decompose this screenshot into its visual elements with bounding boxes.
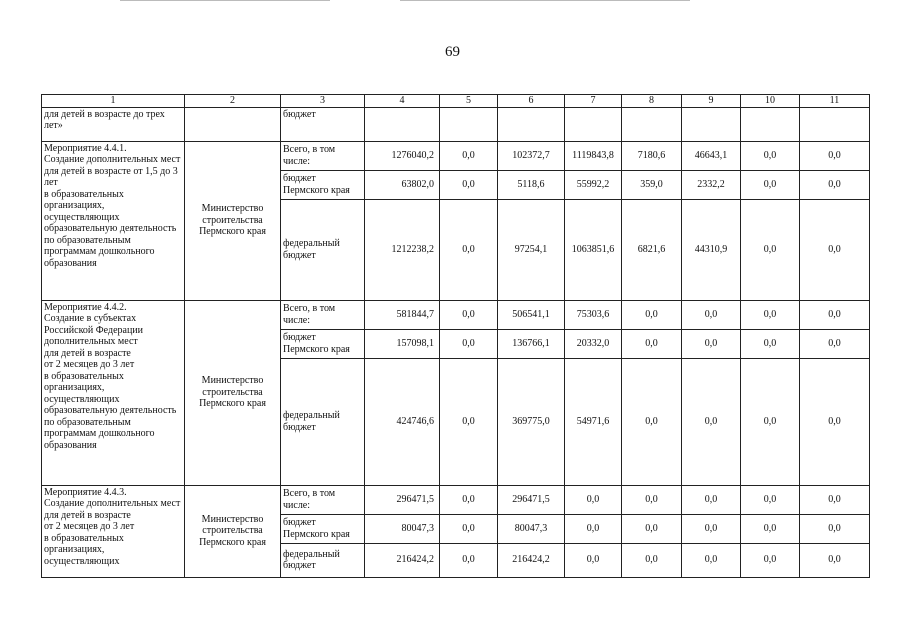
amount-cell: 157098,1	[365, 329, 440, 358]
continuation-source: бюджет	[281, 107, 365, 141]
empty-cell	[498, 107, 565, 141]
amount-cell: 0,0	[622, 485, 682, 514]
amount-cell: 424746,6	[365, 358, 440, 485]
amount-cell: 0,0	[682, 514, 741, 543]
amount-cell: 0,0	[440, 300, 498, 329]
amount-cell: 0,0	[682, 543, 741, 577]
amount-cell: 0,0	[800, 300, 870, 329]
measure-description: Мероприятие 4.4.1. Создание дополнительных мест для детей в возрасте от 1,5 до 3 лет в образовательных организациях, осуществляющих образовательную деятельность по образовательным программам дошкольного образования	[42, 141, 185, 300]
amount-cell: 0,0	[741, 543, 800, 577]
amount-cell: 0,0	[741, 170, 800, 199]
empty-cell	[185, 107, 281, 141]
amount-cell: 0,0	[741, 199, 800, 300]
column-number: 6	[498, 95, 565, 108]
amount-cell: 0,0	[622, 358, 682, 485]
funding-source: Всего, в том числе:	[281, 141, 365, 170]
amount-cell: 5118,6	[498, 170, 565, 199]
amount-cell: 0,0	[800, 170, 870, 199]
amount-cell: 0,0	[800, 485, 870, 514]
amount-cell: 0,0	[800, 199, 870, 300]
funding-source: Всего, в том числе:	[281, 485, 365, 514]
amount-cell: 0,0	[622, 514, 682, 543]
amount-cell: 0,0	[440, 358, 498, 485]
amount-cell: 0,0	[440, 199, 498, 300]
column-number: 1	[42, 95, 185, 108]
funding-source: бюджет Пермского края	[281, 329, 365, 358]
column-number: 3	[281, 95, 365, 108]
amount-cell: 0,0	[741, 300, 800, 329]
empty-cell	[800, 107, 870, 141]
amount-cell: 0,0	[800, 358, 870, 485]
amount-cell: 2332,2	[682, 170, 741, 199]
amount-cell: 296471,5	[365, 485, 440, 514]
amount-cell: 0,0	[800, 141, 870, 170]
amount-cell: 1212238,2	[365, 199, 440, 300]
column-number: 2	[185, 95, 281, 108]
amount-cell: 46643,1	[682, 141, 741, 170]
budget-table-body	[42, 95, 870, 578]
amount-cell: 506541,1	[498, 300, 565, 329]
amount-cell: 216424,2	[498, 543, 565, 577]
amount-cell: 0,0	[440, 170, 498, 199]
column-number: 5	[440, 95, 498, 108]
measure-row	[42, 300, 870, 329]
amount-cell: 0,0	[440, 141, 498, 170]
funding-source: бюджет Пермского края	[281, 170, 365, 199]
column-number: 8	[622, 95, 682, 108]
amount-cell: 97254,1	[498, 199, 565, 300]
amount-cell: 0,0	[622, 300, 682, 329]
empty-cell	[622, 107, 682, 141]
amount-cell: 0,0	[682, 485, 741, 514]
amount-cell: 80047,3	[365, 514, 440, 543]
amount-cell: 1063851,6	[565, 199, 622, 300]
column-number: 7	[565, 95, 622, 108]
column-number: 10	[741, 95, 800, 108]
measure-row	[42, 141, 870, 170]
measure-description: Мероприятие 4.4.2. Создание в субъектах Российской Федерации дополнительных мест для детей в возрасте от 2 месяцев до 3 лет в образовательных организациях, осуществляющих образовательную деятельность по образовательным программам дошкольного образования	[42, 300, 185, 485]
amount-cell: 369775,0	[498, 358, 565, 485]
measure-description: Мероприятие 4.4.3. Создание дополнительных мест для детей в возрасте от 2 месяцев до 3 лет в образовательных организациях, осуществляющих	[42, 485, 185, 577]
measure-executor: Министерство строительства Пермского края	[185, 141, 281, 300]
column-number-row	[42, 95, 870, 108]
column-number: 9	[682, 95, 741, 108]
continuation-description: для детей в возрасте до трех лет»	[42, 107, 185, 141]
amount-cell: 6821,6	[622, 199, 682, 300]
amount-cell: 1119843,8	[565, 141, 622, 170]
amount-cell: 1276040,2	[365, 141, 440, 170]
amount-cell: 55992,2	[565, 170, 622, 199]
amount-cell: 0,0	[800, 514, 870, 543]
amount-cell: 0,0	[622, 329, 682, 358]
amount-cell: 0,0	[682, 358, 741, 485]
budget-table	[41, 94, 870, 578]
empty-cell	[741, 107, 800, 141]
amount-cell: 0,0	[565, 485, 622, 514]
column-number: 4	[365, 95, 440, 108]
amount-cell: 0,0	[682, 329, 741, 358]
amount-cell: 0,0	[565, 543, 622, 577]
amount-cell: 7180,6	[622, 141, 682, 170]
measure-row	[42, 485, 870, 514]
amount-cell: 0,0	[741, 485, 800, 514]
amount-cell: 0,0	[741, 329, 800, 358]
measure-executor: Министерство строительства Пермского края	[185, 485, 281, 577]
funding-source: федеральный бюджет	[281, 543, 365, 577]
empty-cell	[682, 107, 741, 141]
amount-cell: 0,0	[741, 141, 800, 170]
amount-cell: 581844,7	[365, 300, 440, 329]
amount-cell: 44310,9	[682, 199, 741, 300]
top-edge-line-left	[120, 0, 330, 1]
measure-executor: Министерство строительства Пермского края	[185, 300, 281, 485]
amount-cell: 0,0	[440, 543, 498, 577]
amount-cell: 0,0	[440, 514, 498, 543]
amount-cell: 0,0	[800, 543, 870, 577]
empty-cell	[565, 107, 622, 141]
amount-cell: 0,0	[800, 329, 870, 358]
amount-cell: 0,0	[440, 485, 498, 514]
amount-cell: 0,0	[622, 543, 682, 577]
amount-cell: 296471,5	[498, 485, 565, 514]
amount-cell: 136766,1	[498, 329, 565, 358]
amount-cell: 0,0	[741, 514, 800, 543]
amount-cell: 80047,3	[498, 514, 565, 543]
amount-cell: 75303,6	[565, 300, 622, 329]
continuation-row	[42, 107, 870, 141]
amount-cell: 359,0	[622, 170, 682, 199]
funding-source: Всего, в том числе:	[281, 300, 365, 329]
funding-source: бюджет Пермского края	[281, 514, 365, 543]
amount-cell: 20332,0	[565, 329, 622, 358]
empty-cell	[365, 107, 440, 141]
amount-cell: 54971,6	[565, 358, 622, 485]
amount-cell: 0,0	[440, 329, 498, 358]
empty-cell	[440, 107, 498, 141]
amount-cell: 0,0	[741, 358, 800, 485]
funding-source: федеральный бюджет	[281, 358, 365, 485]
amount-cell: 0,0	[682, 300, 741, 329]
column-number: 11	[800, 95, 870, 108]
top-edge-line-right	[400, 0, 690, 1]
funding-source: федеральный бюджет	[281, 199, 365, 300]
amount-cell: 0,0	[565, 514, 622, 543]
amount-cell: 63802,0	[365, 170, 440, 199]
amount-cell: 216424,2	[365, 543, 440, 577]
amount-cell: 102372,7	[498, 141, 565, 170]
page-number: 69	[445, 44, 460, 60]
